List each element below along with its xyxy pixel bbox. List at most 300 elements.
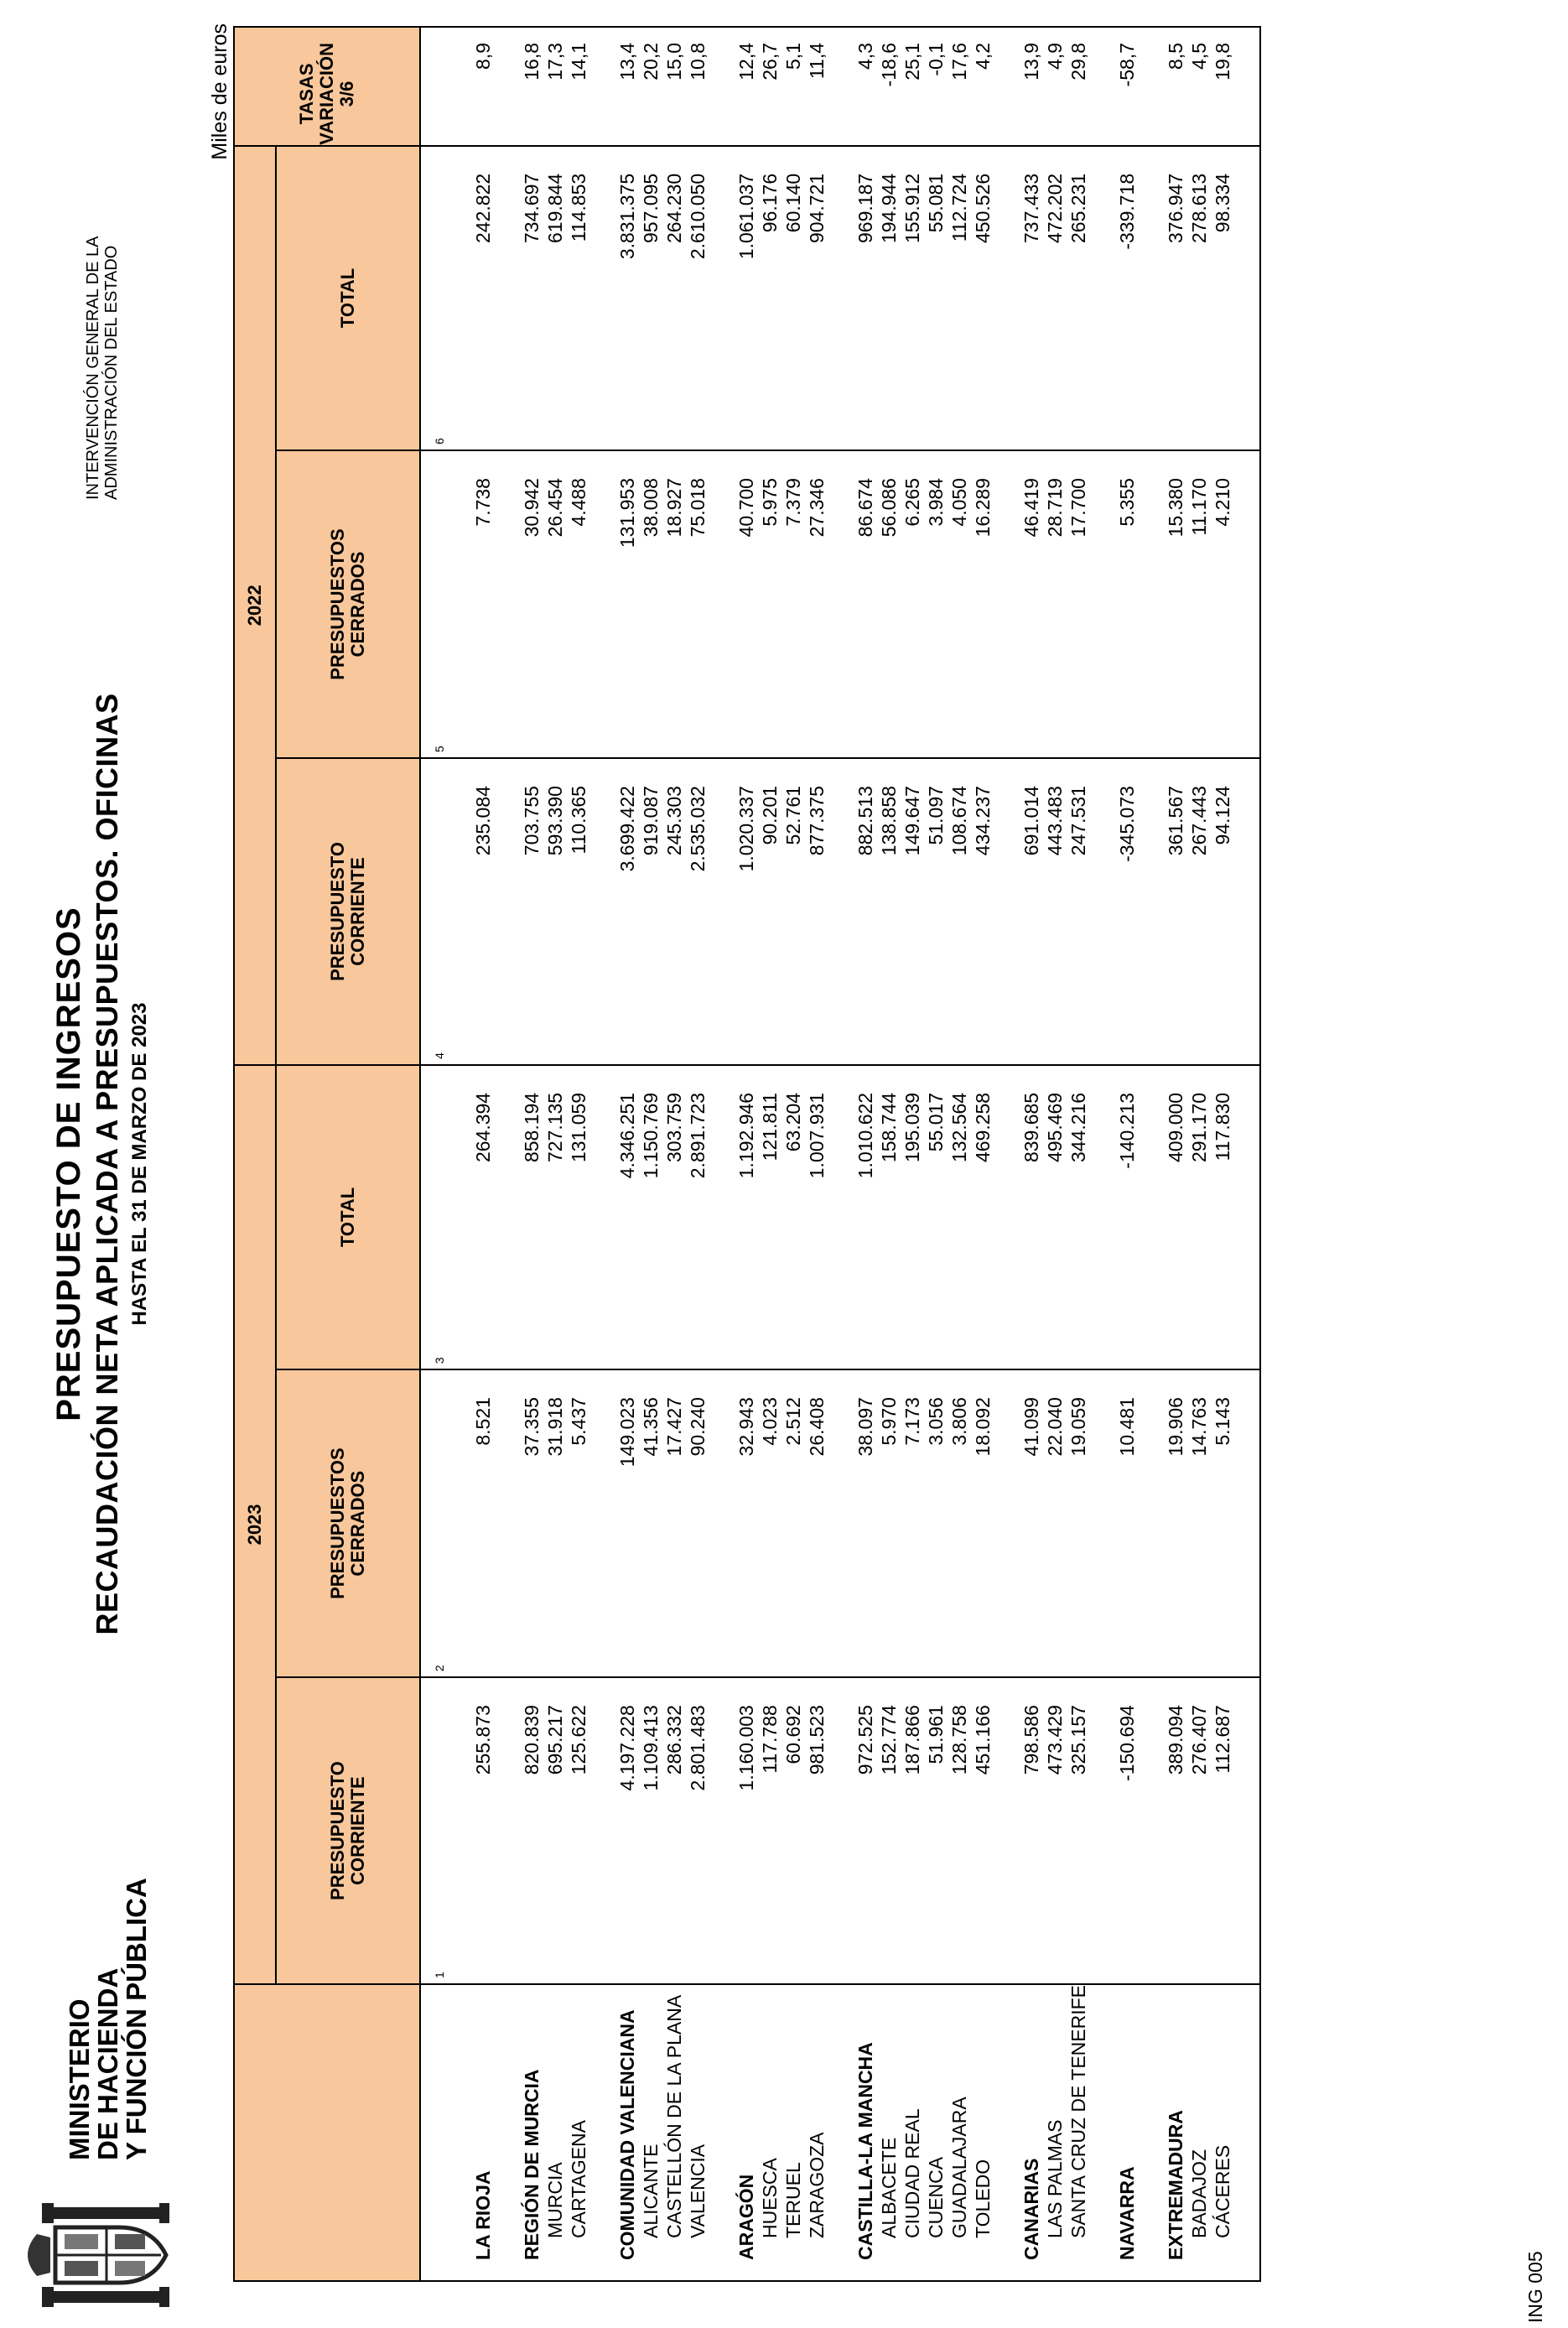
value-cell: 152.774	[877, 1677, 901, 1984]
value-cell: 703.755	[520, 758, 543, 1065]
report-title: PRESUPUESTO DE INGRESOS	[50, 907, 87, 1421]
value-cell: 114.853	[567, 146, 590, 450]
table-cell	[828, 146, 854, 450]
value-cell: 291.170	[1187, 1065, 1211, 1369]
value-cell: 117.788	[758, 1677, 781, 1984]
rate-cell: 12,4	[735, 27, 758, 146]
value-cell: 41.356	[639, 1369, 662, 1677]
rate-cell: 4,2	[971, 27, 994, 146]
spacer-row	[495, 27, 520, 2281]
value-cell: 344.216	[1067, 1065, 1090, 1369]
column-number: 2	[420, 1369, 446, 1677]
table-cell	[994, 1984, 1020, 2281]
office-row	[1211, 27, 1234, 2281]
row-label: NAVARRA	[1115, 1984, 1139, 2281]
value-cell: 31.918	[543, 1369, 567, 1677]
col-header-cerrados	[276, 450, 420, 758]
table-cell	[828, 1065, 854, 1369]
office-row	[758, 27, 781, 2281]
value-cell: 56.086	[877, 450, 901, 758]
value-cell: 981.523	[805, 1677, 828, 1984]
value-cell: 839.685	[1020, 1065, 1043, 1369]
value-cell: 46.419	[1020, 450, 1043, 758]
spacer-row	[1139, 27, 1164, 2281]
office-row	[639, 27, 662, 2281]
region-row	[1115, 27, 1139, 2281]
table-cell	[1234, 27, 1260, 146]
value-cell: 17.700	[1067, 450, 1090, 758]
table-cell	[495, 758, 520, 1065]
rate-cell: 14,1	[567, 27, 590, 146]
spacer-row	[828, 27, 854, 2281]
value-cell: 972.525	[854, 1677, 877, 1984]
rate-cell: 5,1	[781, 27, 805, 146]
rate-cell: 13,9	[1020, 27, 1043, 146]
value-cell: 60.140	[781, 146, 805, 450]
value-cell: 276.407	[1187, 1677, 1211, 1984]
value-cell: 727.135	[543, 1065, 567, 1369]
tasas-header	[234, 27, 420, 146]
table-cell	[1139, 450, 1164, 758]
office-row	[1067, 27, 1090, 2281]
table-cell	[1139, 1369, 1164, 1677]
row-label: CÁCERES	[1211, 1984, 1234, 2281]
value-cell: 2.610.050	[686, 146, 709, 450]
value-cell: 112.687	[1211, 1677, 1234, 1984]
value-cell: 235.084	[471, 758, 495, 1065]
value-cell: 37.355	[520, 1369, 543, 1677]
value-cell: 434.237	[971, 758, 994, 1065]
row-label: ALBACETE	[877, 1984, 901, 2281]
value-cell: 17.427	[662, 1369, 686, 1677]
footer-code: ING 005	[1524, 2251, 1546, 2323]
value-cell: 7.738	[471, 450, 495, 758]
region-row	[471, 27, 495, 2281]
value-cell: 131.059	[567, 1065, 590, 1369]
rate-cell: 4,5	[1187, 27, 1211, 146]
table-cell	[495, 1984, 520, 2281]
table-cell	[495, 450, 520, 758]
ministry-line: MINISTERIO	[64, 1998, 95, 2160]
row-label: SANTA CRUZ DE TENERIFE	[1067, 1984, 1090, 2281]
value-cell: 5.437	[567, 1369, 590, 1677]
value-cell: 451.166	[971, 1677, 994, 1984]
row-label: ALICANTE	[639, 1984, 662, 2281]
row-label: LA RIOJA	[471, 1984, 495, 2281]
value-cell: 94.124	[1211, 758, 1234, 1065]
row-label: BADAJOZ	[1187, 1984, 1211, 2281]
office-row	[877, 27, 901, 2281]
table-cell	[446, 1984, 471, 2281]
value-cell: 3.699.422	[615, 758, 639, 1065]
value-cell: 110.365	[567, 758, 590, 1065]
value-cell: 149.023	[615, 1369, 639, 1677]
row-label: CASTELLÓN DE LA PLANA	[662, 1984, 686, 2281]
value-cell: 108.674	[948, 758, 971, 1065]
office-row	[971, 27, 994, 2281]
table-cell	[1090, 27, 1115, 146]
col-header-line: PRESUPUESTO	[327, 842, 348, 981]
year-header-2022: 2022	[234, 146, 276, 1065]
value-cell: 303.759	[662, 1065, 686, 1369]
table-cell	[495, 1065, 520, 1369]
table-cell	[709, 758, 735, 1065]
table-cell	[446, 450, 471, 758]
table-cell	[590, 1065, 615, 1369]
col-header-corriente	[276, 1677, 420, 1984]
table-cell	[1234, 1369, 1260, 1677]
value-cell: 128.758	[948, 1677, 971, 1984]
table-cell	[446, 1677, 471, 1984]
value-cell: 18.092	[971, 1369, 994, 1677]
value-cell: 4.023	[758, 1369, 781, 1677]
value-cell: 32.943	[735, 1369, 758, 1677]
value-cell: 60.692	[781, 1677, 805, 1984]
value-cell: 22.040	[1043, 1369, 1067, 1677]
value-cell: 125.622	[567, 1677, 590, 1984]
value-cell: 55.017	[924, 1065, 948, 1369]
value-cell: 14.763	[1187, 1369, 1211, 1677]
value-cell: 409.000	[1164, 1065, 1187, 1369]
value-cell: 8.521	[471, 1369, 495, 1677]
table-cell	[828, 758, 854, 1065]
office-row	[662, 27, 686, 2281]
row-label: HUESCA	[758, 1984, 781, 2281]
value-cell: 90.201	[758, 758, 781, 1065]
rate-cell: 10,8	[686, 27, 709, 146]
table-cell	[709, 450, 735, 758]
col-header-line: CORRIENTE	[347, 857, 368, 966]
value-cell: 4.050	[948, 450, 971, 758]
spacer-row	[446, 27, 471, 2281]
table-cell	[1090, 1065, 1115, 1369]
rate-cell: 11,4	[805, 27, 828, 146]
col-header-total: TOTAL	[276, 1065, 420, 1369]
value-cell: 90.240	[686, 1369, 709, 1677]
office-row	[1187, 27, 1211, 2281]
row-label: COMUNIDAD VALENCIANA	[615, 1984, 639, 2281]
units-label: Miles de euros	[208, 23, 231, 160]
year-header-2023: 2023	[234, 1065, 276, 1984]
rate-cell: 4,3	[854, 27, 877, 146]
value-cell: 1.010.622	[854, 1065, 877, 1369]
ministry-line: Y FUNCIÓN PÚBLICA	[121, 1878, 152, 2160]
table-cell	[446, 146, 471, 450]
rate-cell: 20,2	[639, 27, 662, 146]
value-cell: 7.379	[781, 450, 805, 758]
region-row	[1020, 27, 1043, 2281]
office-row	[781, 27, 805, 2281]
value-cell: 4.210	[1211, 450, 1234, 758]
rate-cell: -18,6	[877, 27, 901, 146]
row-label: MURCIA	[543, 1984, 567, 2281]
table-cell	[1090, 450, 1115, 758]
table-cell	[828, 1677, 854, 1984]
office-row	[901, 27, 924, 2281]
tasas-line: 3/6	[336, 81, 357, 107]
value-cell: 132.564	[948, 1065, 971, 1369]
table-cell	[1090, 1677, 1115, 1984]
value-cell: 4.488	[567, 450, 590, 758]
row-label: CASTILLA-LA MANCHA	[854, 1984, 877, 2281]
row-label: EXTREMADURA	[1164, 1984, 1187, 2281]
column-number: 4	[420, 758, 446, 1065]
row-label: ARAGÓN	[735, 1984, 758, 2281]
value-cell: 1.020.337	[735, 758, 758, 1065]
value-cell: 63.204	[781, 1065, 805, 1369]
table-cell	[1139, 1984, 1164, 2281]
rate-cell: 16,8	[520, 27, 543, 146]
value-cell: 472.202	[1043, 146, 1067, 450]
table-cell	[994, 1677, 1020, 1984]
col-header-total: TOTAL	[276, 146, 420, 450]
value-cell: 1.007.931	[805, 1065, 828, 1369]
value-cell: 2.512	[781, 1369, 805, 1677]
spacer-row	[1090, 27, 1115, 2281]
table-cell	[1139, 146, 1164, 450]
value-cell: 27.346	[805, 450, 828, 758]
table-cell	[446, 27, 471, 146]
value-cell: 55.081	[924, 146, 948, 450]
value-cell: 858.194	[520, 1065, 543, 1369]
table-cell	[590, 758, 615, 1065]
value-cell: 691.014	[1020, 758, 1043, 1065]
table-cell	[709, 146, 735, 450]
column-number: 5	[420, 450, 446, 758]
value-cell: 3.806	[948, 1369, 971, 1677]
table-cell	[1139, 1677, 1164, 1984]
value-cell: 2.535.032	[686, 758, 709, 1065]
value-cell: 4.197.228	[615, 1677, 639, 1984]
table-cell	[590, 1984, 615, 2281]
col-header-line: CORRIENTE	[347, 1776, 368, 1885]
value-cell: 11.170	[1187, 450, 1211, 758]
value-cell: 1.192.946	[735, 1065, 758, 1369]
value-cell: 919.087	[639, 758, 662, 1065]
rate-cell: 29,8	[1067, 27, 1090, 146]
value-cell: -339.718	[1115, 146, 1139, 450]
table-cell	[994, 758, 1020, 1065]
table-cell	[1234, 1677, 1260, 1984]
rate-cell: 17,6	[948, 27, 971, 146]
office-row	[924, 27, 948, 2281]
value-cell: 194.944	[877, 146, 901, 450]
value-cell: 1.160.003	[735, 1677, 758, 1984]
value-cell: 10.481	[1115, 1369, 1139, 1677]
report-period: HASTA EL 31 DE MARZO DE 2023	[128, 1002, 151, 1326]
table-cell	[446, 1065, 471, 1369]
rate-cell: 26,7	[758, 27, 781, 146]
table-cell	[590, 450, 615, 758]
col-header-line: PRESUPUESTOS	[327, 528, 348, 680]
table-body	[420, 27, 1260, 2281]
intervencion-line: ADMINISTRACIÓN DEL ESTADO	[102, 245, 121, 500]
value-cell: 51.097	[924, 758, 948, 1065]
table-cell	[1090, 146, 1115, 450]
region-row	[1164, 27, 1187, 2281]
row-label: GUADALAJARA	[948, 1984, 971, 2281]
row-label: CARTAGENA	[567, 1984, 590, 2281]
spacer-row	[590, 27, 615, 2281]
value-cell: -140.213	[1115, 1065, 1139, 1369]
office-row	[805, 27, 828, 2281]
value-cell: 247.531	[1067, 758, 1090, 1065]
value-cell: 19.059	[1067, 1369, 1090, 1677]
value-cell: 51.961	[924, 1677, 948, 1984]
value-cell: 86.674	[854, 450, 877, 758]
value-cell: 957.095	[639, 146, 662, 450]
region-row	[615, 27, 639, 2281]
table-cell	[828, 1984, 854, 2281]
table-cell	[446, 758, 471, 1065]
value-cell: 187.866	[901, 1677, 924, 1984]
value-cell: 5.143	[1211, 1369, 1234, 1677]
value-cell: 619.844	[543, 146, 567, 450]
value-cell: 75.018	[686, 450, 709, 758]
table-cell	[994, 450, 1020, 758]
rate-cell: 17,3	[543, 27, 567, 146]
value-cell: 5.970	[877, 1369, 901, 1677]
value-cell: 40.700	[735, 450, 758, 758]
col-header-line: PRESUPUESTOS	[327, 1447, 348, 1599]
value-cell: 3.831.375	[615, 146, 639, 450]
value-cell: 734.697	[520, 146, 543, 450]
value-cell: 5.975	[758, 450, 781, 758]
value-cell: 473.429	[1043, 1677, 1067, 1984]
col-header-line: CERRADOS	[347, 1470, 368, 1577]
region-row	[854, 27, 877, 2281]
table-cell	[590, 1677, 615, 1984]
rate-cell: 8,5	[1164, 27, 1187, 146]
value-cell: 264.394	[471, 1065, 495, 1369]
column-number-row	[420, 27, 446, 2281]
value-cell: 155.912	[901, 146, 924, 450]
table-cell	[828, 1369, 854, 1677]
table-cell	[709, 27, 735, 146]
value-cell: 15.380	[1164, 450, 1187, 758]
value-cell: 19.906	[1164, 1369, 1187, 1677]
table-cell	[1234, 146, 1260, 450]
col-header-line: PRESUPUESTO	[327, 1761, 348, 1900]
table-cell	[420, 27, 446, 146]
table-cell	[709, 1065, 735, 1369]
value-cell: 98.334	[1211, 146, 1234, 450]
value-cell: 96.176	[758, 146, 781, 450]
value-cell: 593.390	[543, 758, 567, 1065]
value-cell: 38.097	[854, 1369, 877, 1677]
value-cell: 5.355	[1115, 450, 1139, 758]
value-cell: 495.469	[1043, 1065, 1067, 1369]
rate-cell: 4,9	[1043, 27, 1067, 146]
value-cell: 877.375	[805, 758, 828, 1065]
value-cell: 245.303	[662, 758, 686, 1065]
table-cell	[1139, 27, 1164, 146]
value-cell: 26.408	[805, 1369, 828, 1677]
table-cell	[495, 1677, 520, 1984]
value-cell: 450.526	[971, 146, 994, 450]
office-row	[948, 27, 971, 2281]
value-cell: 7.173	[901, 1369, 924, 1677]
table-cell	[495, 146, 520, 450]
value-cell: -150.694	[1115, 1677, 1139, 1984]
revenue-table	[233, 26, 1261, 2282]
value-cell: 286.332	[662, 1677, 686, 1984]
table-cell	[709, 1677, 735, 1984]
value-cell: 30.942	[520, 450, 543, 758]
value-cell: 149.647	[901, 758, 924, 1065]
office-row	[567, 27, 590, 2281]
table-cell	[1234, 758, 1260, 1065]
column-number: 6	[420, 146, 446, 450]
value-cell: 1.061.037	[735, 146, 758, 450]
spacer-row	[709, 27, 735, 2281]
table-cell	[590, 27, 615, 146]
tasas-line: VARIACIÓN	[316, 43, 337, 145]
value-cell: 112.724	[948, 146, 971, 450]
table-cell	[709, 1984, 735, 2281]
col-header-line: CERRADOS	[347, 551, 368, 657]
spacer-row	[1234, 27, 1260, 2281]
intervencion-label	[84, 236, 121, 500]
value-cell: 138.858	[877, 758, 901, 1065]
tasas-line: TASAS	[296, 63, 317, 125]
value-cell: 1.109.413	[639, 1677, 662, 1984]
row-label: CANARIAS	[1020, 1984, 1043, 2281]
row-label: TOLEDO	[971, 1984, 994, 2281]
intervencion-line: INTERVENCIÓN GENERAL DE LA	[84, 236, 102, 500]
value-cell: 3.984	[924, 450, 948, 758]
value-cell: 2.801.483	[686, 1677, 709, 1984]
spacer-row	[994, 27, 1020, 2281]
column-number: 3	[420, 1065, 446, 1369]
rate-cell: 15,0	[662, 27, 686, 146]
column-number: 1	[420, 1677, 446, 1984]
row-label: CIUDAD REAL	[901, 1984, 924, 2281]
value-cell: 195.039	[901, 1065, 924, 1369]
table-cell	[1139, 758, 1164, 1065]
value-cell: 278.613	[1187, 146, 1211, 450]
office-row	[1043, 27, 1067, 2281]
rate-cell: 8,9	[471, 27, 495, 146]
value-cell: 264.230	[662, 146, 686, 450]
table-cell	[495, 27, 520, 146]
value-cell: 52.761	[781, 758, 805, 1065]
value-cell: 695.217	[543, 1677, 567, 1984]
value-cell: 3.056	[924, 1369, 948, 1677]
table-cell	[446, 1369, 471, 1677]
value-cell: 255.873	[471, 1677, 495, 1984]
table-cell	[828, 27, 854, 146]
row-label: ZARAGOZA	[805, 1984, 828, 2281]
value-cell: 158.744	[877, 1065, 901, 1369]
table-cell	[994, 1369, 1020, 1677]
office-row	[543, 27, 567, 2281]
table-cell	[994, 146, 1020, 450]
rate-cell: -0,1	[924, 27, 948, 146]
table-cell	[1090, 758, 1115, 1065]
table-cell	[709, 1369, 735, 1677]
value-cell: 117.830	[1211, 1065, 1234, 1369]
row-label: REGIÓN DE MURCIA	[520, 1984, 543, 2281]
ministry-line: DE HACIENDA	[92, 1967, 123, 2160]
value-cell: -345.073	[1115, 758, 1139, 1065]
value-cell: 121.811	[758, 1065, 781, 1369]
row-label: TERUEL	[781, 1984, 805, 2281]
value-cell: 4.346.251	[615, 1065, 639, 1369]
table-cell	[420, 1984, 446, 2281]
rate-cell: 25,1	[901, 27, 924, 146]
row-label: LAS PALMAS	[1043, 1984, 1067, 2281]
